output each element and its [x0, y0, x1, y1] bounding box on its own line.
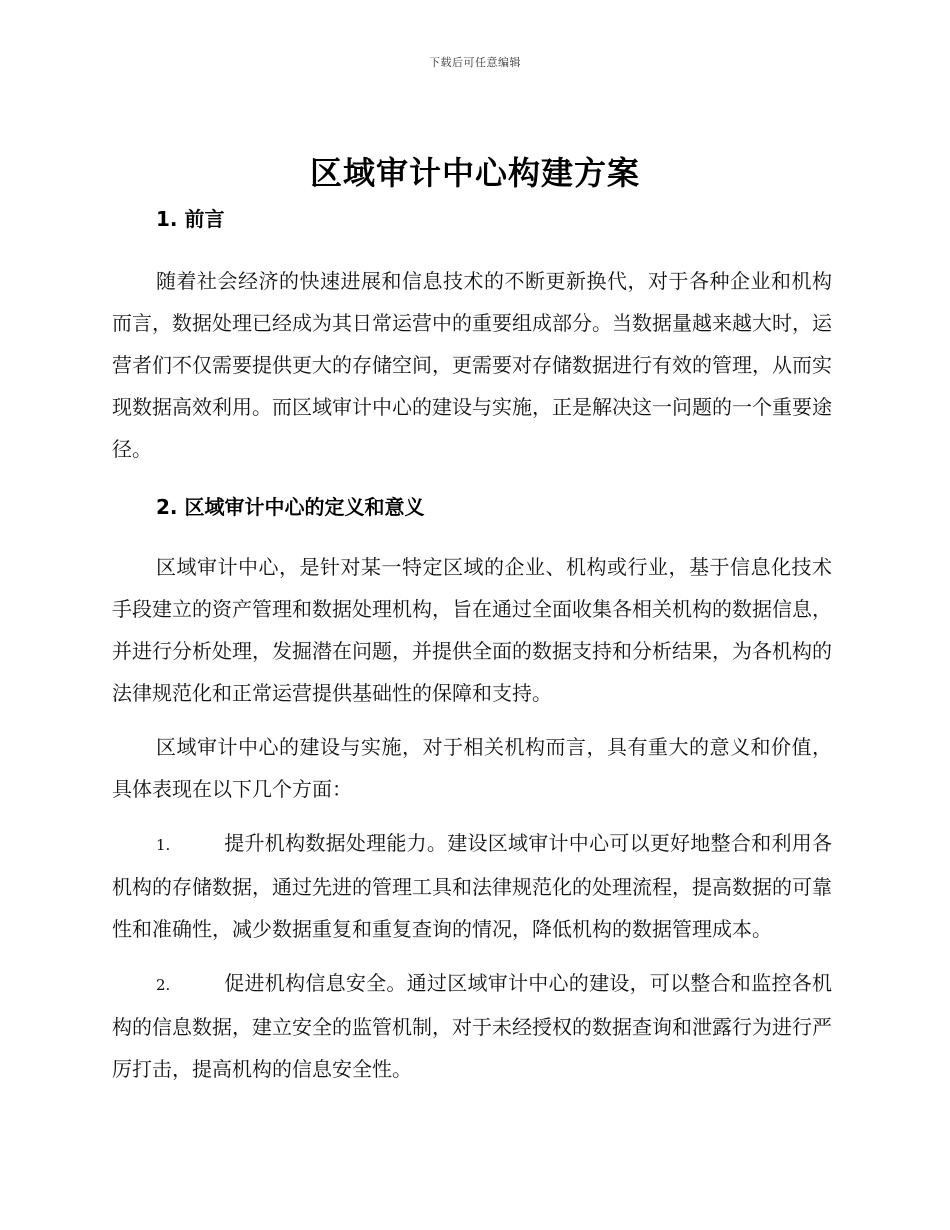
list-number: 1. [156, 836, 171, 854]
list-number: 2. [156, 976, 171, 994]
section-heading-preface: 1. 前言 [156, 207, 225, 231]
document-body [112, 204, 832, 1090]
list-item [112, 962, 832, 1090]
list-item-text: 提升机构数据处理能力。建设区域审计中心可以更好地整合和利用各机构的存储数据，通过先进的管理工具和法律规范化的处理流程，提高数据的可靠性和准确性，减少数据重复和重复查询的情况，降低机构的数据管理成本。 [112, 831, 832, 941]
document-title: 区域审计中心构建方案 [309, 154, 640, 192]
paragraph: 区域审计中心，是针对某一特定区域的企业、机构或行业，基于信息化技术手段建立的资产管理和数据处理机构，旨在通过全面收集各相关机构的数据信息，并进行分析处理，发掘潜在问题，并提供全面的数据支持和分析结果，为各机构的法律规范化和正常运营提供基础性的保障和支持。 [112, 555, 832, 705]
header-note: 下载后可任意编辑 [429, 56, 521, 69]
section-heading-definition: 2. 区域审计中心的定义和意义 [156, 495, 425, 519]
paragraph: 区域审计中心的建设与实施，对于相关机构而言，具有重大的意义和价值，具体表现在以下几个方面： [112, 735, 832, 801]
list-item-text: 促进机构信息安全。通过区域审计中心的建设，可以整合和监控各机构的信息数据，建立安全的监管机制，对于未经授权的数据查询和泄露行为进行严厉打击，提高机构的信息安全性。 [112, 971, 832, 1081]
paragraph: 随着社会经济的快速进展和信息技术的不断更新换代，对于各种企业和机构而言，数据处理已经成为其日常运营中的重要组成部分。当数据量越来越大时，运营者们不仅需要提供更大的存储空间，更需要对存储数据进行有效的管理，从而实现数据高效利用。而区域审计中心的建设与实施，正是解决这一问题的一个重要途径。 [112, 269, 832, 461]
list-item [112, 822, 832, 950]
